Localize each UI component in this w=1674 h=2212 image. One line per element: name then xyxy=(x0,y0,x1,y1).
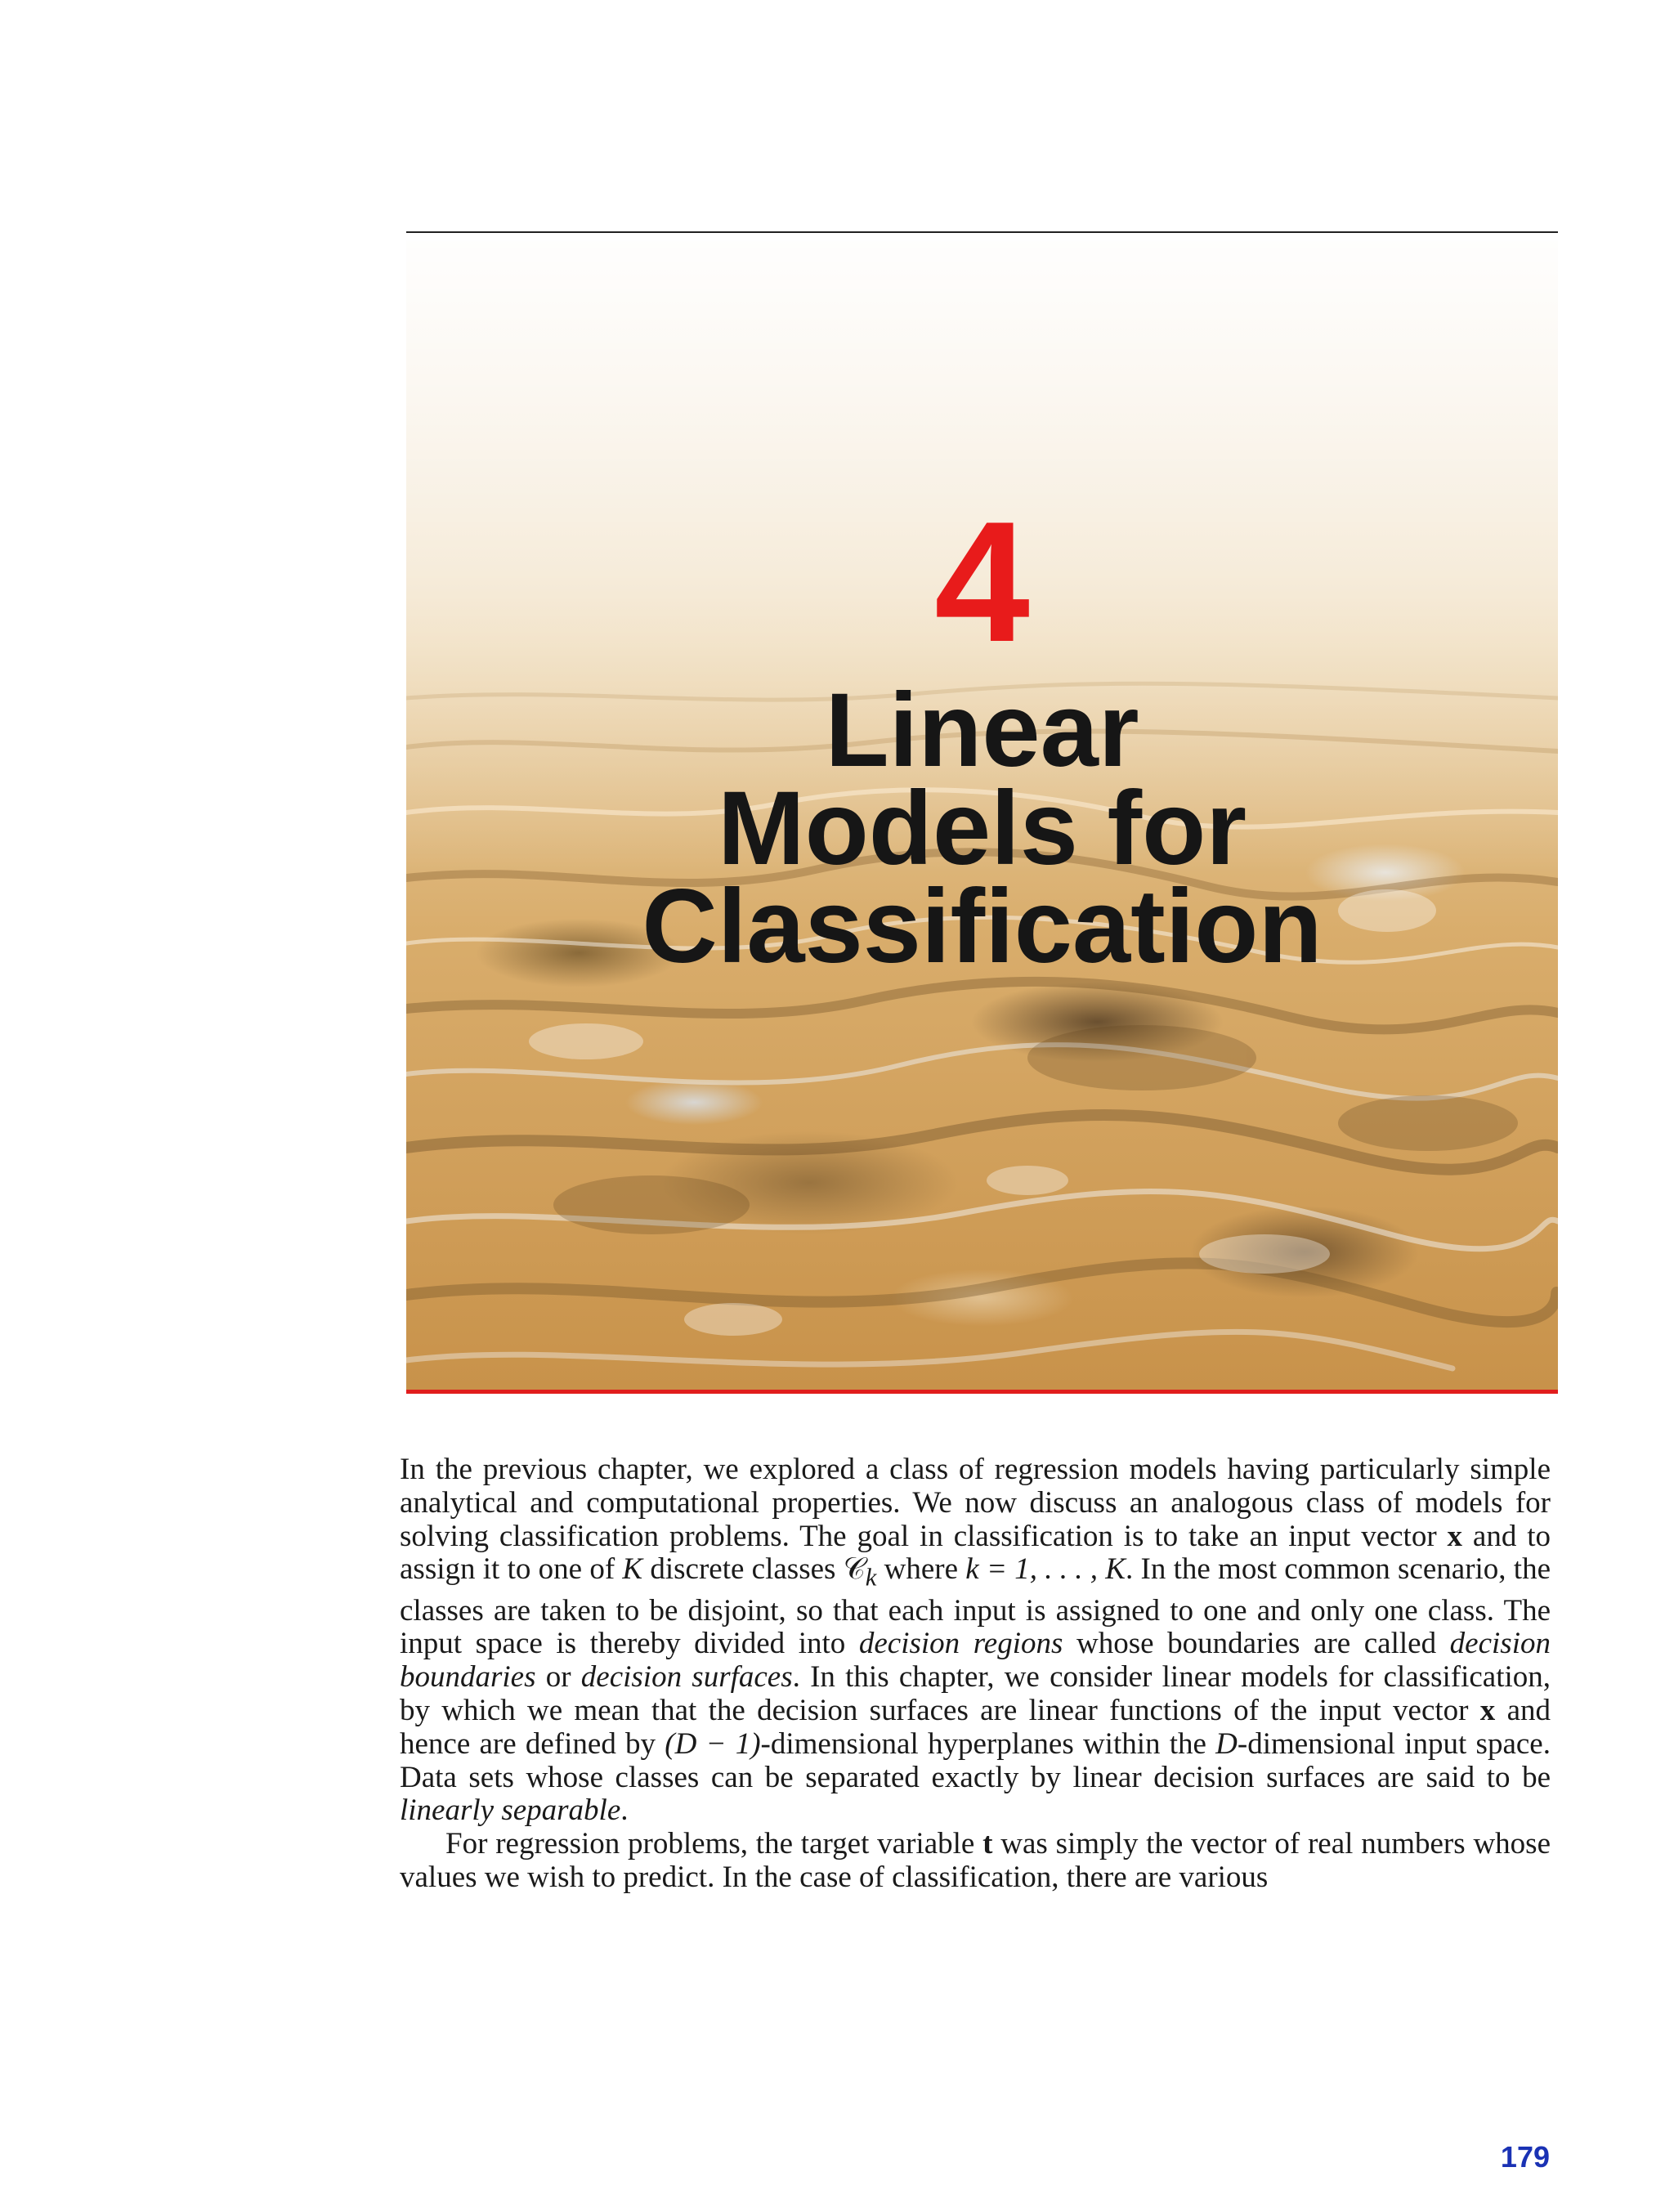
text-span: or xyxy=(535,1660,581,1695)
term-decision-surfaces: decision surfaces xyxy=(580,1660,793,1695)
chapter-title-line: Classification xyxy=(642,868,1323,985)
term-decision-regions: decision regions xyxy=(858,1627,1063,1661)
text-span: -dimensional hyperplanes within the xyxy=(760,1726,1216,1761)
text-span: discrete classes xyxy=(642,1552,844,1587)
text-span: and to assign it to one of xyxy=(400,1519,1551,1587)
body-text xyxy=(400,1453,1551,1895)
text-span: whose boundaries are called xyxy=(1063,1627,1450,1661)
term-decision-boundaries: decision boundaries xyxy=(400,1627,1551,1695)
chapter-title xyxy=(406,672,1558,985)
text-span: . In the most common scenario, the classes are taken to be disjoint, so that each input is assigned to one and only one class. The input space is thereby divided into xyxy=(400,1552,1551,1661)
chapter-title-line: Models for xyxy=(717,770,1247,887)
chapter-title-line: Linear xyxy=(825,672,1139,789)
top-rule xyxy=(406,231,1558,233)
text-span: where xyxy=(876,1552,966,1587)
vector-x: x xyxy=(1447,1519,1463,1553)
math-Ck xyxy=(843,1552,877,1592)
text-span: and hence are defined by xyxy=(400,1693,1551,1761)
text-span: In the previous chapter, we explored a class of regression models having particularly simple analytical and computational properties. We now discuss an analogous class of models for solving classification problems. The goal in classification is to take an input vector xyxy=(400,1453,1551,1553)
text-span: . xyxy=(620,1793,629,1828)
page-number: 179 xyxy=(1500,2140,1550,2174)
vector-x: x xyxy=(1479,1693,1496,1727)
paragraph xyxy=(400,1453,1551,1828)
math-sub-k: k xyxy=(865,1563,877,1592)
math-k-range: k = 1, . . . , K xyxy=(965,1552,1126,1587)
red-rule xyxy=(406,1390,1558,1394)
math-K: K xyxy=(622,1552,643,1587)
vector-t: t xyxy=(982,1827,993,1861)
paragraph xyxy=(400,1828,1551,1895)
math-D: D xyxy=(1215,1726,1238,1761)
text-span: was simply the vector of real numbers whose values we wish to predict. In the case of classification, there are various xyxy=(400,1827,1551,1894)
math-C: 𝒞 xyxy=(843,1552,866,1587)
chapter-banner xyxy=(406,240,1558,1390)
chapter-number: 4 xyxy=(934,486,1030,678)
text-span: For regression problems, the target variable xyxy=(445,1827,983,1861)
term-linearly-separable: linearly separable xyxy=(400,1793,621,1828)
math-d-minus-1: (D − 1) xyxy=(665,1726,761,1761)
text-span: -dimensional input space. Data sets whose classes can be separated exactly by linear decision surfaces are said to be xyxy=(400,1726,1551,1794)
text-span: . In this chapter, we consider linear models for classification, by which we mean that the decision surfaces are linear functions of the input vector xyxy=(400,1660,1551,1727)
